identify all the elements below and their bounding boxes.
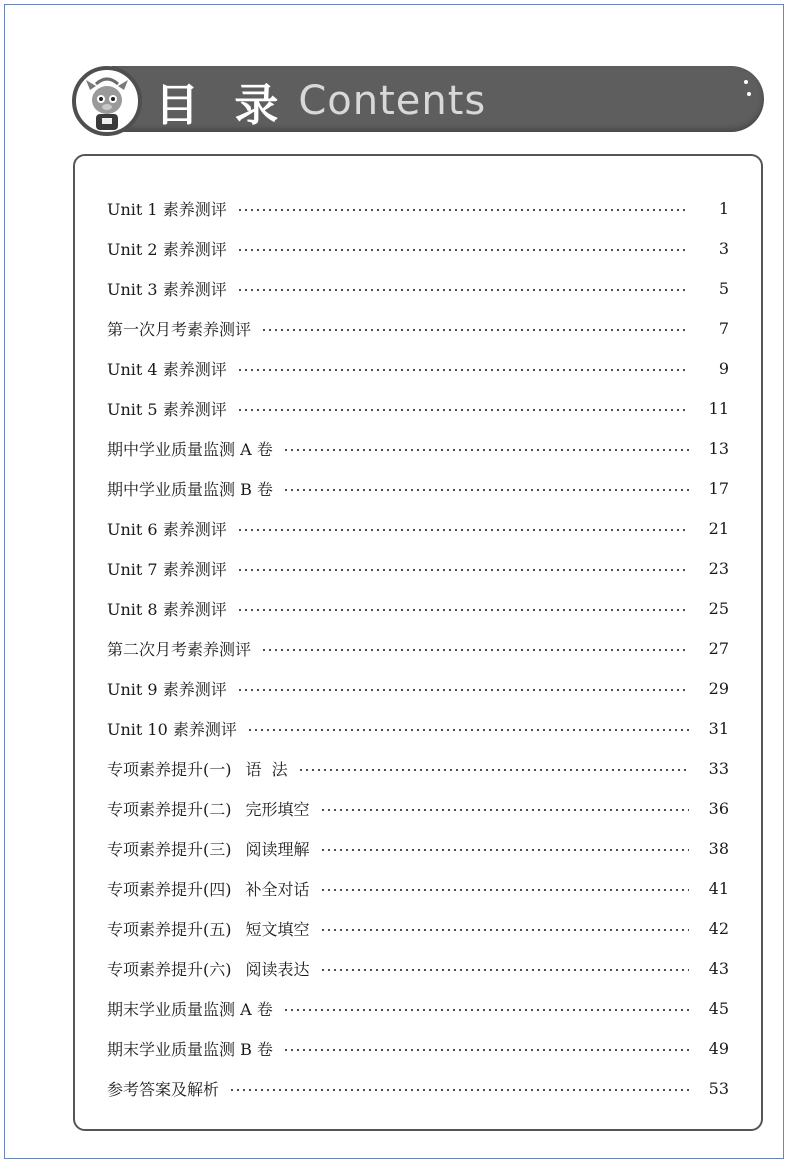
toc-entry[interactable] (107, 588, 729, 628)
toc-entry-page: 11 (708, 398, 729, 418)
dot-leader (237, 529, 689, 531)
toc-entry-page: 17 (708, 478, 729, 498)
toc-entry-label: Unit 2 素养测评 (107, 239, 227, 259)
mascot-icon (76, 70, 138, 132)
toc-entry-topic: 阅读理解 (245, 839, 310, 859)
toc-entry-label: Unit 4 素养测评 (107, 359, 227, 379)
toc-entry-label: Unit 5 素养测评 (107, 399, 227, 419)
dot-leader (237, 369, 689, 371)
toc-entry-topic: 语 法 (245, 759, 288, 779)
toc-entry-label: Unit 1 素养测评 (107, 199, 227, 219)
toc-entry-label: 专项素养提升(六) (107, 959, 232, 979)
decor-dot (747, 92, 751, 96)
toc-entry-label: Unit 3 素养测评 (107, 279, 227, 299)
toc-entry[interactable] (107, 1028, 729, 1068)
toc-entry[interactable] (107, 988, 729, 1028)
toc-entry-page: 7 (718, 318, 729, 338)
toc-entry[interactable] (107, 468, 729, 508)
toc-entry-page: 9 (718, 358, 729, 378)
dot-leader (237, 409, 689, 411)
toc-entry-label: Unit 6 素养测评 (107, 519, 227, 539)
toc-entry-topic: 阅读表达 (245, 959, 310, 979)
dot-leader (229, 1089, 689, 1091)
toc-list (107, 188, 729, 1108)
toc-entry-label: 期末学业质量监测 A 卷 (107, 999, 273, 1019)
dot-leader (237, 689, 689, 691)
toc-entry[interactable] (107, 1068, 729, 1108)
title-english: Contents (298, 78, 487, 124)
dot-leader (320, 889, 689, 891)
toc-entry-page: 36 (708, 798, 729, 818)
toc-entry-label: 专项素养提升(一) (107, 759, 232, 779)
toc-entry-page: 33 (708, 758, 729, 778)
dot-leader (237, 249, 689, 251)
toc-entry-topic: 完形填空 (245, 799, 310, 819)
dot-leader (237, 569, 689, 571)
toc-entry[interactable] (107, 308, 729, 348)
toc-entry[interactable] (107, 828, 729, 868)
toc-entry-topic: 短文填空 (245, 919, 310, 939)
toc-entry[interactable] (107, 188, 729, 228)
mascot-badge (72, 66, 142, 136)
toc-entry[interactable] (107, 428, 729, 468)
toc-entry-page: 41 (708, 878, 729, 898)
toc-entry-page: 43 (708, 958, 729, 978)
dot-leader (247, 729, 689, 731)
toc-entry-label: Unit 9 素养测评 (107, 679, 227, 699)
toc-entry-page: 3 (718, 238, 729, 258)
toc-entry-page: 27 (708, 638, 729, 658)
toc-entry[interactable] (107, 748, 729, 788)
dot-leader (283, 449, 689, 451)
toc-entry-label: Unit 10 素养测评 (107, 719, 237, 739)
toc-entry-label: 专项素养提升(四) (107, 879, 232, 899)
dot-leader (320, 849, 689, 851)
dot-leader (261, 329, 689, 331)
dot-leader (237, 289, 689, 291)
toc-entry-topic: 补全对话 (245, 879, 310, 899)
toc-entry-page: 53 (708, 1078, 729, 1098)
toc-entry-label: 期末学业质量监测 B 卷 (107, 1039, 273, 1059)
toc-entry-label: 专项素养提升(五) (107, 919, 232, 939)
toc-entry-page: 25 (708, 598, 729, 618)
toc-entry[interactable] (107, 228, 729, 268)
page-title (155, 68, 486, 134)
toc-entry-label: 期中学业质量监测 B 卷 (107, 479, 273, 499)
toc-entry[interactable] (107, 668, 729, 708)
toc-entry-page: 42 (708, 918, 729, 938)
toc-entry-label: 第二次月考素养测评 (107, 639, 252, 659)
toc-entry[interactable] (107, 508, 729, 548)
title-chinese: 目 录 (155, 80, 289, 131)
toc-entry-page: 1 (718, 198, 729, 218)
toc-entry-label: 专项素养提升(二) (107, 799, 232, 819)
toc-entry[interactable] (107, 268, 729, 308)
toc-entry[interactable] (107, 948, 729, 988)
dot-leader (298, 769, 689, 771)
dot-leader (283, 1049, 689, 1051)
decor-dot (744, 80, 748, 84)
toc-entry-label: Unit 7 素养测评 (107, 559, 227, 579)
toc-entry-label: 第一次月考素养测评 (107, 319, 252, 339)
toc-entry[interactable] (107, 708, 729, 748)
toc-entry-page: 45 (708, 998, 729, 1018)
dot-leader (283, 489, 689, 491)
dot-leader (320, 969, 689, 971)
toc-entry-label: 参考答案及解析 (107, 1079, 220, 1099)
toc-entry[interactable] (107, 868, 729, 908)
dot-leader (283, 1009, 689, 1011)
toc-entry-label: 期中学业质量监测 A 卷 (107, 439, 273, 459)
toc-entry[interactable] (107, 788, 729, 828)
dot-leader (237, 609, 689, 611)
toc-entry[interactable] (107, 548, 729, 588)
toc-entry-page: 13 (708, 438, 729, 458)
toc-entry-label: Unit 8 素养测评 (107, 599, 227, 619)
toc-entry-page: 31 (708, 718, 729, 738)
toc-entry-page: 5 (718, 278, 729, 298)
toc-entry[interactable] (107, 628, 729, 668)
toc-entry-page: 49 (708, 1038, 729, 1058)
toc-entry[interactable] (107, 908, 729, 948)
toc-entry-page: 23 (708, 558, 729, 578)
dot-leader (320, 929, 689, 931)
dot-leader (261, 649, 689, 651)
toc-entry[interactable] (107, 388, 729, 428)
toc-entry-label: 专项素养提升(三) (107, 839, 232, 859)
toc-entry[interactable] (107, 348, 729, 388)
dot-leader (320, 809, 689, 811)
dot-leader (237, 209, 689, 211)
toc-entry-page: 21 (708, 518, 729, 538)
toc-entry-page: 38 (708, 838, 729, 858)
toc-entry-page: 29 (708, 678, 729, 698)
